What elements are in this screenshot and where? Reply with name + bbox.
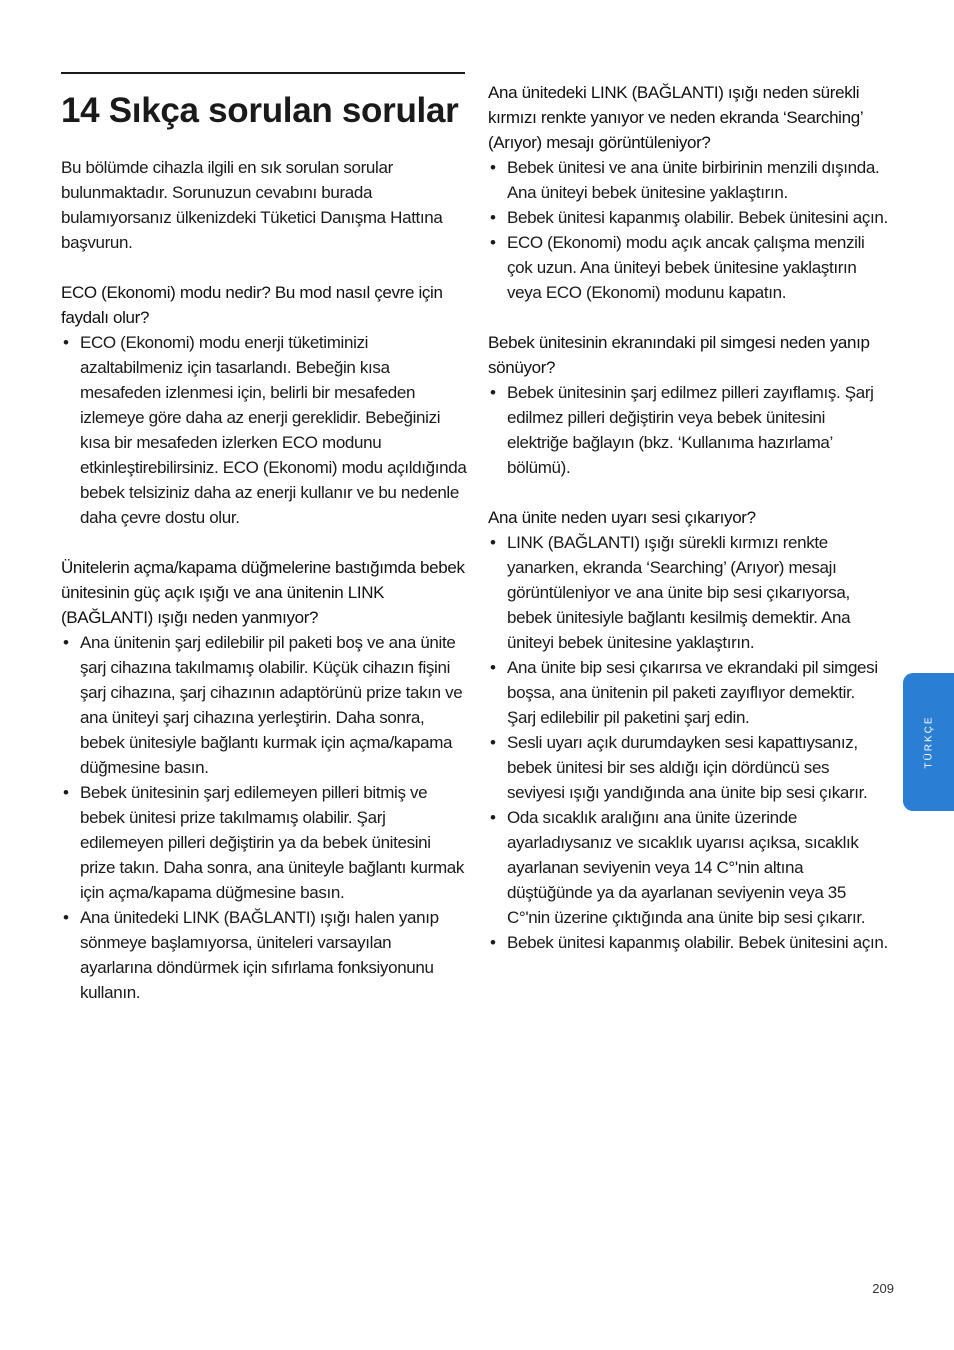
faq-section — [488, 80, 888, 305]
faq-answer-item: • LINK (BAĞLANTI) ışığı sürekli kırmızı renkte yanarken, ekranda ‘Searching’ (Arıyor) mesajı görüntüleniyor ve ana ünite bip sesi çıkarıyorsa, bebek ünitesiyle bağlantı kesilmiş demektir. Ana üniteyi bebek ünitesine yaklaştırın. — [488, 530, 888, 655]
title-rule — [61, 72, 465, 74]
faq-answer-item: • Ana ünitenin şarj edilebilir pil paketi boş ve ana ünite şarj cihazına takılmamış olabilir. Küçük cihazın fişini şarj cihazına, şarj cihazının adaptörünü prize takın ve ana üniteyi şarj cihazına yerleştirin. Daha sonra, bebek ünitesiyle bağlantı kurmak için açma/kapama düğmesine basın. — [61, 630, 467, 780]
intro-paragraph: Bu bölümde cihazla ilgili en sık sorulan sorular bulunmaktadır. Sorunuzun cevabını burada bulamıyorsanız ülkenizdeki Tüketici Danışma Hattına başvurun. — [61, 158, 443, 252]
faq-answer-item: • Bebek ünitesinin şarj edilemeyen pilleri bitmiş ve bebek ünitesi prize takılmamış olabilir. Şarj edilemeyen pilleri değiştirin ya da bebek ünitesini prize takın. Daha sonra, ana üniteyle bağlantı kurmak için açma/kapama düğmesine basın. — [61, 780, 467, 905]
faq-section — [61, 555, 467, 1005]
faq-answer-list — [61, 630, 467, 1005]
page-number: 209 — [872, 1281, 894, 1296]
faq-answer-item: • ECO (Ekonomi) modu açık ancak çalışma menzili çok uzun. Ana üniteyi bebek ünitesine yaklaştırın veya ECO (Ekonomi) modunu kapatın. — [488, 230, 888, 305]
faq-answer-item: • Bebek ünitesi ve ana ünite birbirinin menzili dışında. Ana üniteyi bebek ünitesine yaklaştırın. — [488, 155, 888, 205]
faq-answer-item: • ECO (Ekonomi) modu enerji tüketiminizi azaltabilmeniz için tasarlandı. Bebeğin kısa mesafeden izlenmesi için, belirli bir mesafeden izlemeye göre daha az enerji gereklidir. Bebeğinizi kısa bir mesafeden izlerken ECO modunu etkinleştirebilirsiniz. ECO (Ekonomi) modu açıldığında bebek telsiziniz daha az enerji kullanır ve bu nedenle daha çevre dostu olur. — [61, 330, 467, 530]
faq-answer-item: • Oda sıcaklık aralığını ana ünite üzerinde ayarladıysanız ve sıcaklık uyarısı açıksa, sıcaklık ayarlanan seviyenin veya 14 C°'nin altına düştüğünde ya da ayarlanan seviyenin veya 35 C°'nin üzerine çıktığında ana ünite bip sesi çıkarır. — [488, 805, 888, 930]
faq-answer-item: • Bebek ünitesi kapanmış olabilir. Bebek ünitesini açın. — [488, 205, 888, 230]
faq-answer-list — [488, 155, 888, 305]
faq-question: Ana ünitedeki LINK (BAĞLANTI) ışığı neden sürekli kırmızı renkte yanıyor ve neden ekranda ‘Searching’ (Arıyor) mesajı görüntüleniyor? — [488, 83, 863, 152]
right-column — [488, 80, 888, 955]
faq-answer-list — [61, 330, 467, 530]
faq-answer-list — [488, 530, 888, 955]
faq-answer-item: • Ana ünitedeki LINK (BAĞLANTI) ışığı halen yanıp sönmeye başlamıyorsa, üniteleri varsayılan ayarlarına döndürmek için sıfırlama fonksiyonunu kullanın. — [61, 905, 467, 1005]
faq-answer-list — [488, 380, 888, 480]
faq-question: Bebek ünitesinin ekranındaki pil simgesi neden yanıp sönüyor? — [488, 333, 870, 377]
faq-section — [488, 505, 888, 955]
language-tab — [903, 673, 954, 811]
faq-question: Ünitelerin açma/kapama düğmelerine bastığımda bebek ünitesinin güç açık ışığı ve ana ünitenin LINK (BAĞLANTI) ışığı neden yanmıyor? — [61, 558, 465, 627]
faq-section — [61, 280, 467, 530]
page-title: 14 Sıkça sorulan sorular — [61, 91, 459, 130]
faq-section — [488, 330, 888, 480]
faq-list-right — [488, 80, 888, 955]
faq-question: ECO (Ekonomi) modu nedir? Bu mod nasıl çevre için faydalı olur? — [61, 283, 443, 327]
left-column — [61, 155, 467, 1005]
faq-answer-item: • Bebek ünitesi kapanmış olabilir. Bebek ünitesini açın. — [488, 930, 888, 955]
faq-list-left — [61, 280, 467, 1005]
faq-answer-item: • Bebek ünitesinin şarj edilmez pilleri zayıflamış. Şarj edilmez pilleri değiştirin veya bebek ünitesini elektriğe bağlayın (bkz. ‘Kullanıma hazırlama’ bölümü). — [488, 380, 888, 480]
faq-answer-item: • Ana ünite bip sesi çıkarırsa ve ekrandaki pil simgesi boşsa, ana ünitenin pil paketi zayıflıyor demektir. Şarj edilebilir pil paketini şarj edin. — [488, 655, 888, 730]
language-tab-label: TÜRKÇE — [923, 715, 934, 769]
faq-answer-item: • Sesli uyarı açık durumdayken sesi kapattıysanız, bebek ünitesi bir ses aldığı için dördüncü ses seviyesi ışığı yandığında ana ünite bip sesi çıkarır. — [488, 730, 888, 805]
faq-question: Ana ünite neden uyarı sesi çıkarıyor? — [488, 508, 756, 527]
